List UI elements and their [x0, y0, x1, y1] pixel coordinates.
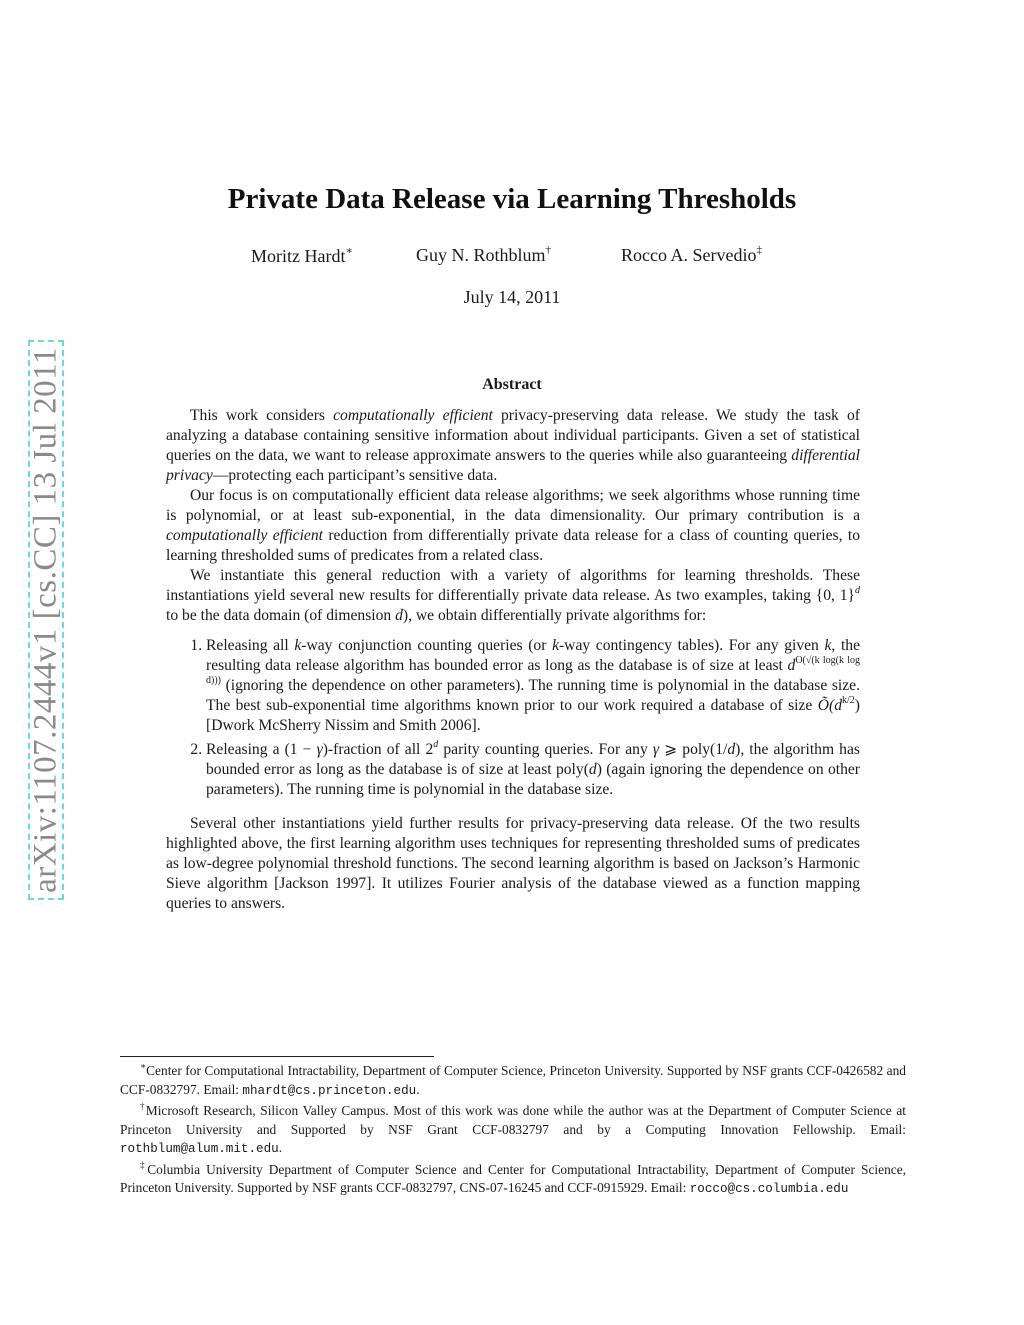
- footnotes: [120, 1062, 906, 1201]
- author-2: Guy N. Rothblum†: [416, 244, 552, 265]
- footnote-3: ‡Columbia University Department of Computer Science and Center for Computational Intractability, Department of Computer Science, Princeton University. Supported by NSF grants CCF-0832797, CNS-07-16245 and CCF-0915929. Email: rocco@cs.columbia.edu: [120, 1159, 906, 1196]
- abstract-paragraph-4: Several other instantiations yield further results for privacy-preserving data release. Of the two results highlighted above, the first learning algorithm uses techniques for representing thresholded sums of predicates as low-degree polynomial threshold functions. The second learning algorithm is based on Jackson’s Harmonic Sieve algorithm [Jackson 1997]. It utilizes Fourier analysis of the database viewed as a function mapping queries to answers.: [166, 815, 860, 912]
- paper-title: Private Data Release via Learning Thresholds: [227, 183, 797, 215]
- email-link[interactable]: rothblum@alum.mit.edu: [120, 1142, 279, 1156]
- email-link[interactable]: mhardt@cs.princeton.edu: [242, 1083, 417, 1098]
- author-3: Rocco A. Servedio‡: [621, 244, 762, 265]
- author-1: Moritz Hardt∗: [251, 245, 353, 266]
- abstract-body: [166, 406, 860, 914]
- footnote-1: ∗Center for Computational Intractability, Department of Computer Science, Princeton University. Supported by NSF grants CCF-0426582 and CCF-0832797. Email: mhardt@cs.princeton.edu.: [120, 1061, 906, 1098]
- list-item: 1. Releasing all k-way conjunction counting queries (or k-way contingency tables). For any given k, the resulting data release algorithm has bounded error as long as the database is of size at least $d^{O(√(k log(k log d)))}$ (ignoring the dependence on other parameters). The running time is polynomial in the database size. The best sub-exponential time algorithms known prior to our work required a database of size $Õ(d^{k/2})$ [Dwork McSherry Nissim and Smith 2006].: [206, 636, 860, 736]
- email-link[interactable]: rocco@cs.columbia.edu: [689, 1182, 849, 1196]
- footnote-divider: [120, 1056, 434, 1057]
- abstract-heading: Abstract: [482, 376, 542, 393]
- abstract-paragraph-1: This work considers computationally efficient privacy-preserving data release. We study the task of analyzing a database containing sensitive information about individual participants. Given a set of statistical queries on the data, we want to release approximate answers to the queries while also guaranteeing differential privacy—protecting each participant’s sensitive data.: [166, 407, 860, 484]
- footnote-2: †Microsoft Research, Silicon Valley Campus. Most of this work was done while the author was at the Department of Computer Science at Princeton University and Supported by NSF Grant CCF-0832797 and by a Computing Innovation Fellowship. Email: rothblum@alum.mit.edu.: [120, 1101, 906, 1156]
- abstract-paragraph-3: We instantiate this general reduction with a variety of algorithms for learning thresholds. These instantiations yield several new results for differentially private data release. As two examples, taking {0, 1}$^d$ to be the data domain (of dimension d), we obtain differentially private algorithms for:: [166, 567, 860, 624]
- arxiv-identifier: arXiv:1107.2444v1 [cs.CC] 13 Jul 2011: [27, 347, 64, 893]
- list-item: 2. Releasing a (1 − γ)-fraction of all 2$^d$ parity counting queries. For any γ ⩾ poly(1/d), the algorithm has bounded error as long as the database is of size at least poly(d) (again ignoring the dependence on other parameters). The running time is polynomial in the database size.: [206, 740, 860, 800]
- arxiv-side-stamp: [28, 340, 64, 900]
- author-list: [0, 244, 1024, 270]
- paper-date: July 14, 2011: [463, 287, 561, 307]
- abstract-paragraph-2: Our focus is on computationally efficient data release algorithms; we seek algorithms whose running time is polynomial, or at least sub-exponential, in the data dimensionality. Our primary contribution is a computationally efficient reduction from differentially private data release for a class of counting queries, to learning thresholded sums of predicates from a related class.: [166, 487, 860, 564]
- results-list: [166, 636, 860, 800]
